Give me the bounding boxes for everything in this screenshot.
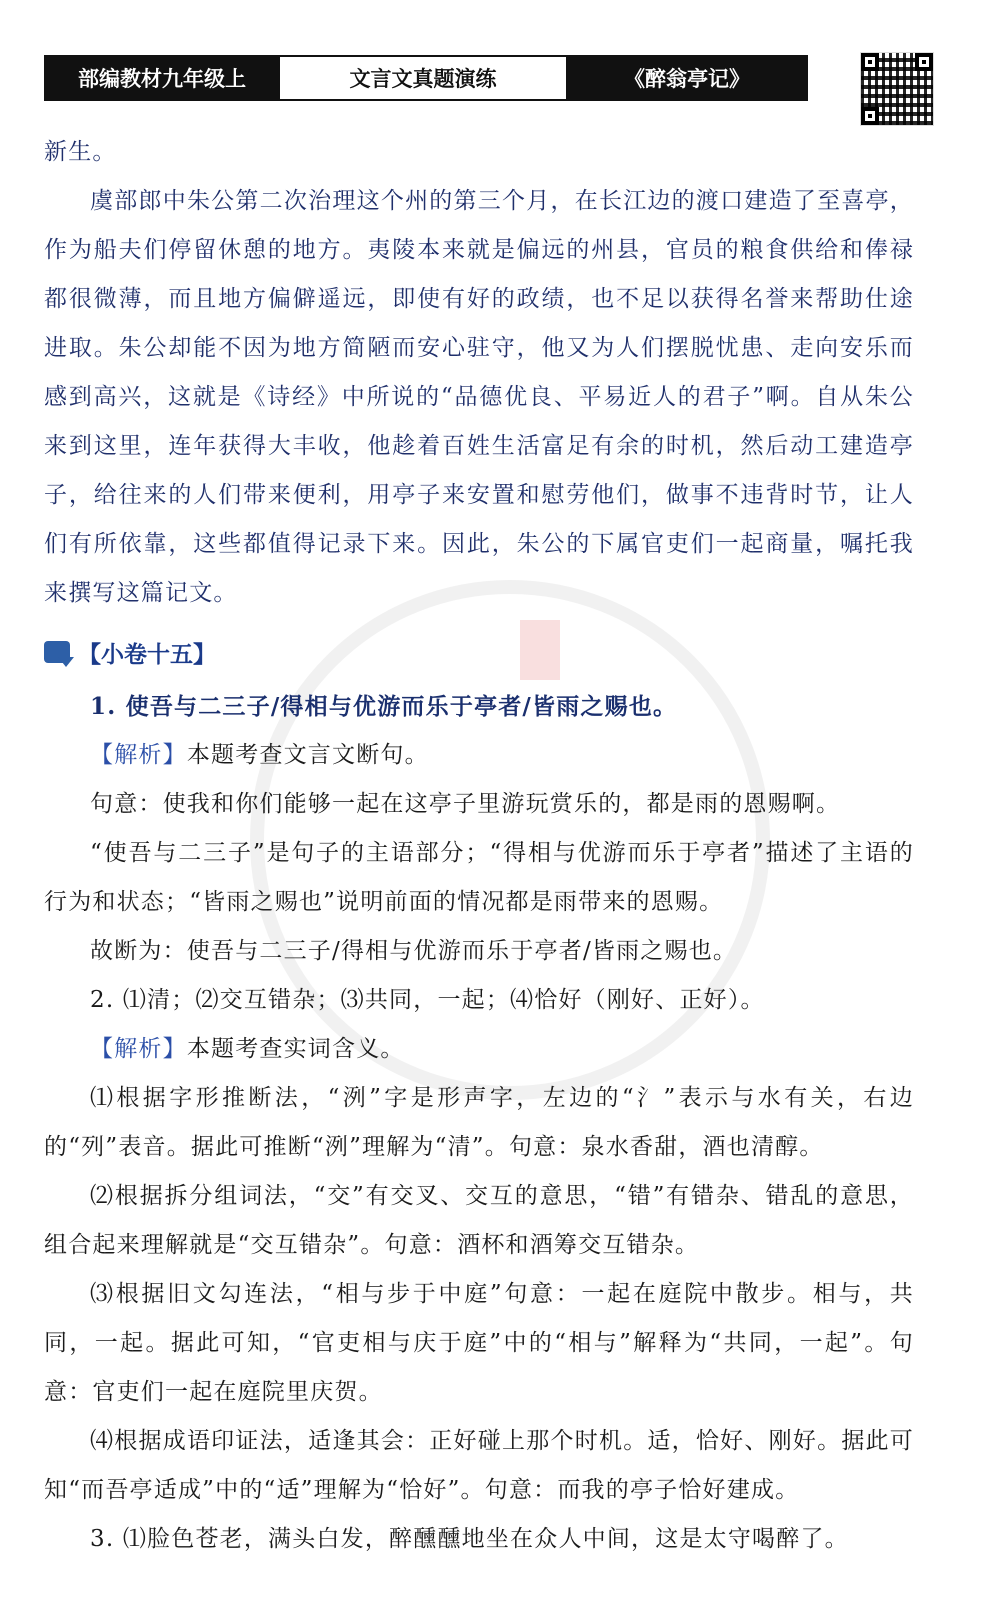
translation-paragraph: 虞部郎中朱公第二次治理这个州的第三个月，在长江边的渡口建造了至喜亭，作为船夫们停留休憩的地方。夷陵本来就是偏远的州县，官员的粮食供给和俸禄都很微薄，而且地方偏僻遥远，即使有好的政绩，也不足以获得名誉来帮助仕途进取。朱公却能不因为地方简陋而安心驻守，他又为人们摆脱忧患、走向安乐而感到高兴，这就是《诗经》中所说的“品德优良、平易近人的君子”啊。自从朱公来到这里，连年获得大丰收，他趁着百姓生活富足有余的时机，然后动工建造亭子，给往来的人们带来便利，用亭子来安置和慰劳他们，做事不违背时节，让人们有所依靠，这些都值得记录下来。因此，朱公的下属官吏们一起商量，嘱托我来撰写这篇记文。	[44, 188, 914, 606]
header-section-label: 文言文真题演练	[278, 57, 568, 99]
answer-2-analysis	[44, 1025, 914, 1074]
section-title: 【小卷十五】	[78, 641, 216, 668]
analysis-tag: 【解析】	[90, 742, 187, 768]
header-title-label: 《醉翁亭记》	[568, 57, 806, 99]
answer-2-point-3: ⑶根据旧文勾连法，“相与步于中庭”句意：一起在庭院中散步。相与，共同，一起。据此可知，“官吏相与庆于庭”中的“相与”解释为“共同，一起”。句意：官吏们一起在庭院里庆贺。	[44, 1281, 914, 1405]
answer-1-meaning: 句意：使我和你们能够一起在这亭子里游玩赏乐的，都是雨的恩赐啊。	[90, 791, 841, 817]
answer-1-explanation: “使吾与二三子”是句子的主语部分；“得相与优游而乐于亭者”描述了主语的行为和状态；“皆雨之赐也”说明前面的情况都是雨带来的恩赐。	[44, 840, 914, 915]
watermark-seal	[520, 620, 560, 680]
answer-3: 3. ⑴脸色苍老，满头白发，醉醺醺地坐在众人中间，这是太守喝醉了。	[90, 1526, 849, 1552]
qr-code-icon[interactable]	[860, 52, 934, 126]
answer-2-point-2: ⑵根据拆分组词法，“交”有交叉、交互的意思，“错”有错杂、错乱的意思，组合起来理解就是“交互错杂”。句意：酒杯和酒筹交互错杂。	[44, 1183, 914, 1258]
section-heading	[44, 632, 216, 672]
answer-2: 2. ⑴清；⑵交互错杂；⑶共同，一起；⑷恰好（刚好、正好）。	[90, 987, 765, 1013]
translation-line-end: 新生。	[44, 139, 117, 165]
answer-2-point-4: ⑷根据成语印证法，适逢其会：正好碰上那个时机。适，恰好、刚好。据此可知“而吾亭适成”中的“适”理解为“恰好”。句意：而我的亭子恰好建成。	[44, 1428, 914, 1503]
analysis-tag: 【解析】	[90, 1036, 187, 1062]
answer-2-point-1: ⑴根据字形推断法，“洌”字是形声字，左边的“氵”表示与水有关，右边的“列”表音。据此可推断“洌”理解为“清”。句意：泉水香甜，酒也清醇。	[44, 1085, 914, 1160]
header-bar	[44, 55, 808, 101]
answer-1: 1. 使吾与二三子/得相与优游而乐于亭者/皆雨之赐也。	[90, 693, 678, 720]
analysis-text: 本题考查实词含义。	[186, 1036, 405, 1062]
header-grade-label: 部编教材九年级上	[46, 57, 278, 99]
analysis-text: 本题考查文言文断句。	[186, 742, 429, 768]
chat-bubble-icon	[44, 641, 70, 663]
answer-1-analysis	[44, 731, 914, 780]
answer-1-result: 故断为：使吾与二三子/得相与优游而乐于亭者/皆雨之赐也。	[90, 938, 738, 964]
